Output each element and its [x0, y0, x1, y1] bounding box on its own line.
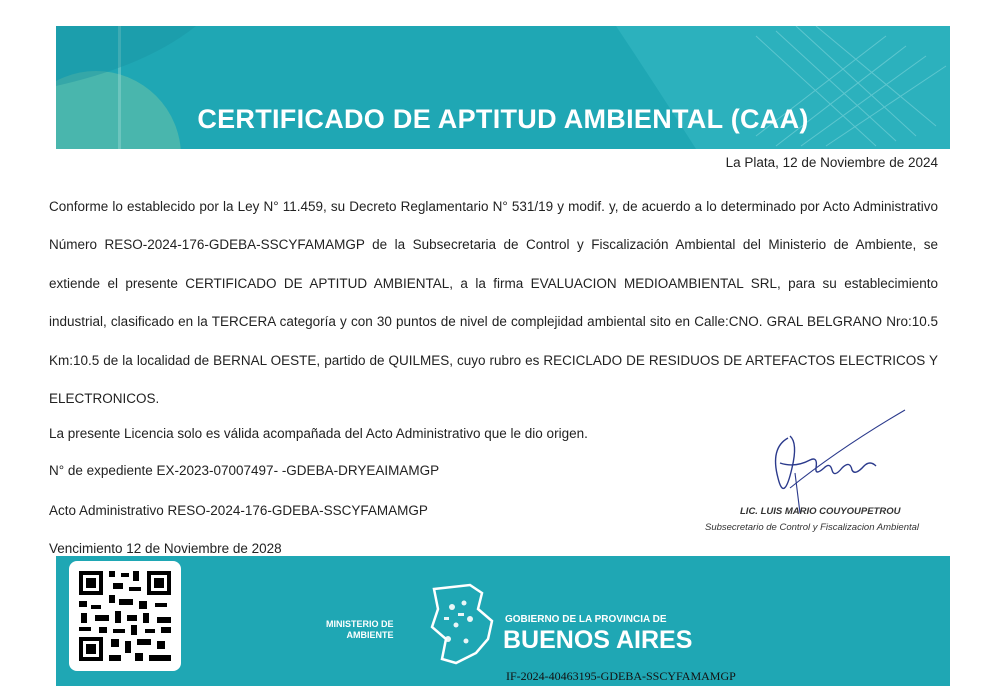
certificate-paragraph: Conforme lo establecido por la Ley N° 11.459, su Decreto Reglamentario N° 531/19 y modif. y, de acuerdo a lo determinado por Acto Administrativo Número RESO-2024-176-GDEBA-SSCYFAMAMGP de la Subsecretaria de Control y Fiscalización Ambiental del Ministerio de Ambiente, se extiende el presente CERTIFICADO DE APTITUD AMBIENTAL, a la firma EVALUACION MEDIOAMBIENTAL SRL, para su establecimiento industrial, clasificado en la TERCERA categoría y con 30 puntos de nivel de complejidad ambiental sito en Calle:CNO. GRAL BELGRANO Nro:10.5 Km:10.5 de la localidad de BERNAL OESTE, partido de QUILMES, cuyo rubro es RECICLADO DE RESIDUOS DE ARTEFACTOS ELECTRICOS Y ELECTRONICOS. — [49, 199, 938, 407]
government-label: GOBIERNO DE LA PROVINCIA DE — [505, 614, 667, 625]
ministry-label — [326, 619, 394, 641]
signature-icon — [700, 408, 960, 538]
province-map-logo-icon — [426, 579, 498, 669]
certificate-body — [49, 188, 938, 418]
province-name: BUENOS AIRES — [503, 626, 693, 654]
expiration-date: Vencimiento 12 de Noviembre de 2028 — [49, 541, 282, 556]
header-banner — [56, 26, 950, 149]
issue-date: La Plata, 12 de Noviembre de 2024 — [725, 155, 938, 170]
ministry-line-1: MINISTERIO DE — [326, 619, 394, 629]
expediente-number: N° de expediente EX-2023-07007497- -GDEBA-DRYEAIMAMGP — [49, 463, 440, 478]
acto-administrativo: Acto Administrativo RESO-2024-176-GDEBA-SSCYFAMAMGP — [49, 503, 428, 518]
signatory-role: Subsecretario de Control y Fiscalizacion Ambiental — [705, 522, 920, 533]
signatory-name: LIC. LUIS MARIO COUYOUPETROU — [740, 506, 901, 517]
license-note: La presente Licencia solo es válida acompañada del Acto Administrativo que le dio origen. — [49, 426, 588, 441]
qr-code[interactable] — [69, 561, 181, 671]
page-title: CERTIFICADO DE APTITUD AMBIENTAL (CAA) — [197, 104, 809, 134]
qr-code-icon — [69, 561, 181, 671]
footer-banner — [56, 556, 950, 686]
ministry-line-2: AMBIENTE — [346, 630, 394, 640]
document-id: IF-2024-40463195-GDEBA-SSCYFAMAMGP — [506, 669, 736, 683]
